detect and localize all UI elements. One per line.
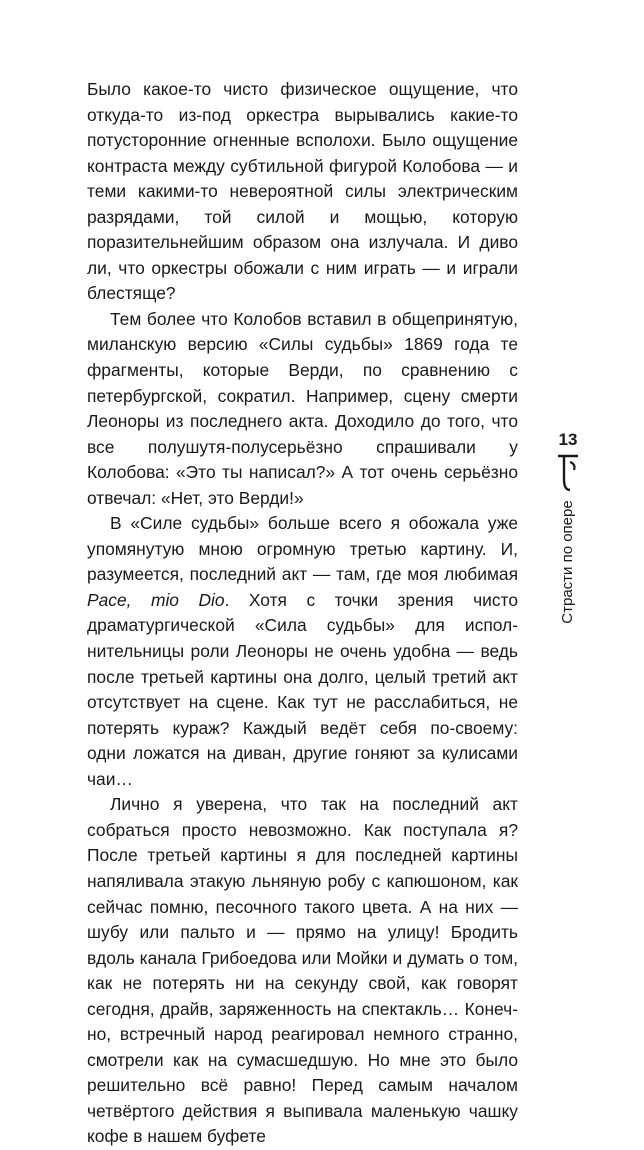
section-ornament-icon — [556, 453, 580, 493]
aria-title-italic: Pace, mio Dio — [87, 589, 225, 610]
paragraph-3-after-italic: . Хотя с точки зрения чисто драматургической «Сила судьбы» для исполнительницы роли Леоноры не очень удобна — ведь после третьей картины она долго, целый третий акт отсутствует на сцене. Как тут не расслабиться, не потерять кураж? Каждый ведёт себя по-своему: одни ложатся на диван, другие гоняют за кулисами чаи… — [87, 589, 519, 789]
paragraph-1: Было какое-то чисто физическое ощущение, что откуда-то из-под оркестра вырывались какие-то потусторонние огненные всполохи. Было ощущение контраста между субтильной фигурой Колобова — и теми какими-то невероятной силы электрическим разрядами, той силой и мощью, которую поразительнейшим образом она излучала. И диво ли, что оркестры обожали с ним играть — и играли блестяще? — [87, 79, 518, 304]
paragraph-2: Тем более что Колобов вставил в общепринятую, миланскую версию «Силы судьбы» 1869 года те фрагменты, которые Верди, по сравнению с петербургской, сократил. Например, сцену смерти Леоноры из последнего акта. Доходило до того, что все полушутя-полусерьёзно спрашивали у Колобова: «Это ты написал?» А тот очень серьёзно отвечал: «Нет, это Верди!» — [87, 308, 518, 508]
paragraph-3 — [87, 511, 518, 792]
page-number: 13 — [558, 430, 578, 449]
paragraph-4: Лично я уверена, что так на последний акт собраться просто невозможно. Как поступала я? После третьей картины я для последней картины напяливала этакую льняную робу с капюшоном, как сейчас помню, песочного такого цвета. А на них — шубу или пальто и — прямо на улицу! Бродить вдоль канала Грибоедова или Мойки и думать о том, как не потерять ни на секунду свой, как говорят сегодня, драйв, заряженность на спектакль… Конечно, встречный народ реагировал немного странно, смотрели как на сумасшедшую. Но мне это было решительно всё равно! Перед самым началом четвёртого действия я выпивала маленькую чашку кофе в нашем буфете — [87, 794, 518, 1147]
running-head: Страсти по опере — [559, 500, 576, 624]
paragraph-3-before-italic: В «Силе судьбы» больше всего я обожала уже упомянутую мною огромную третью картину. И, разумеется, последний акт — там, где моя любимая — [87, 513, 518, 585]
body-text — [87, 77, 518, 1150]
